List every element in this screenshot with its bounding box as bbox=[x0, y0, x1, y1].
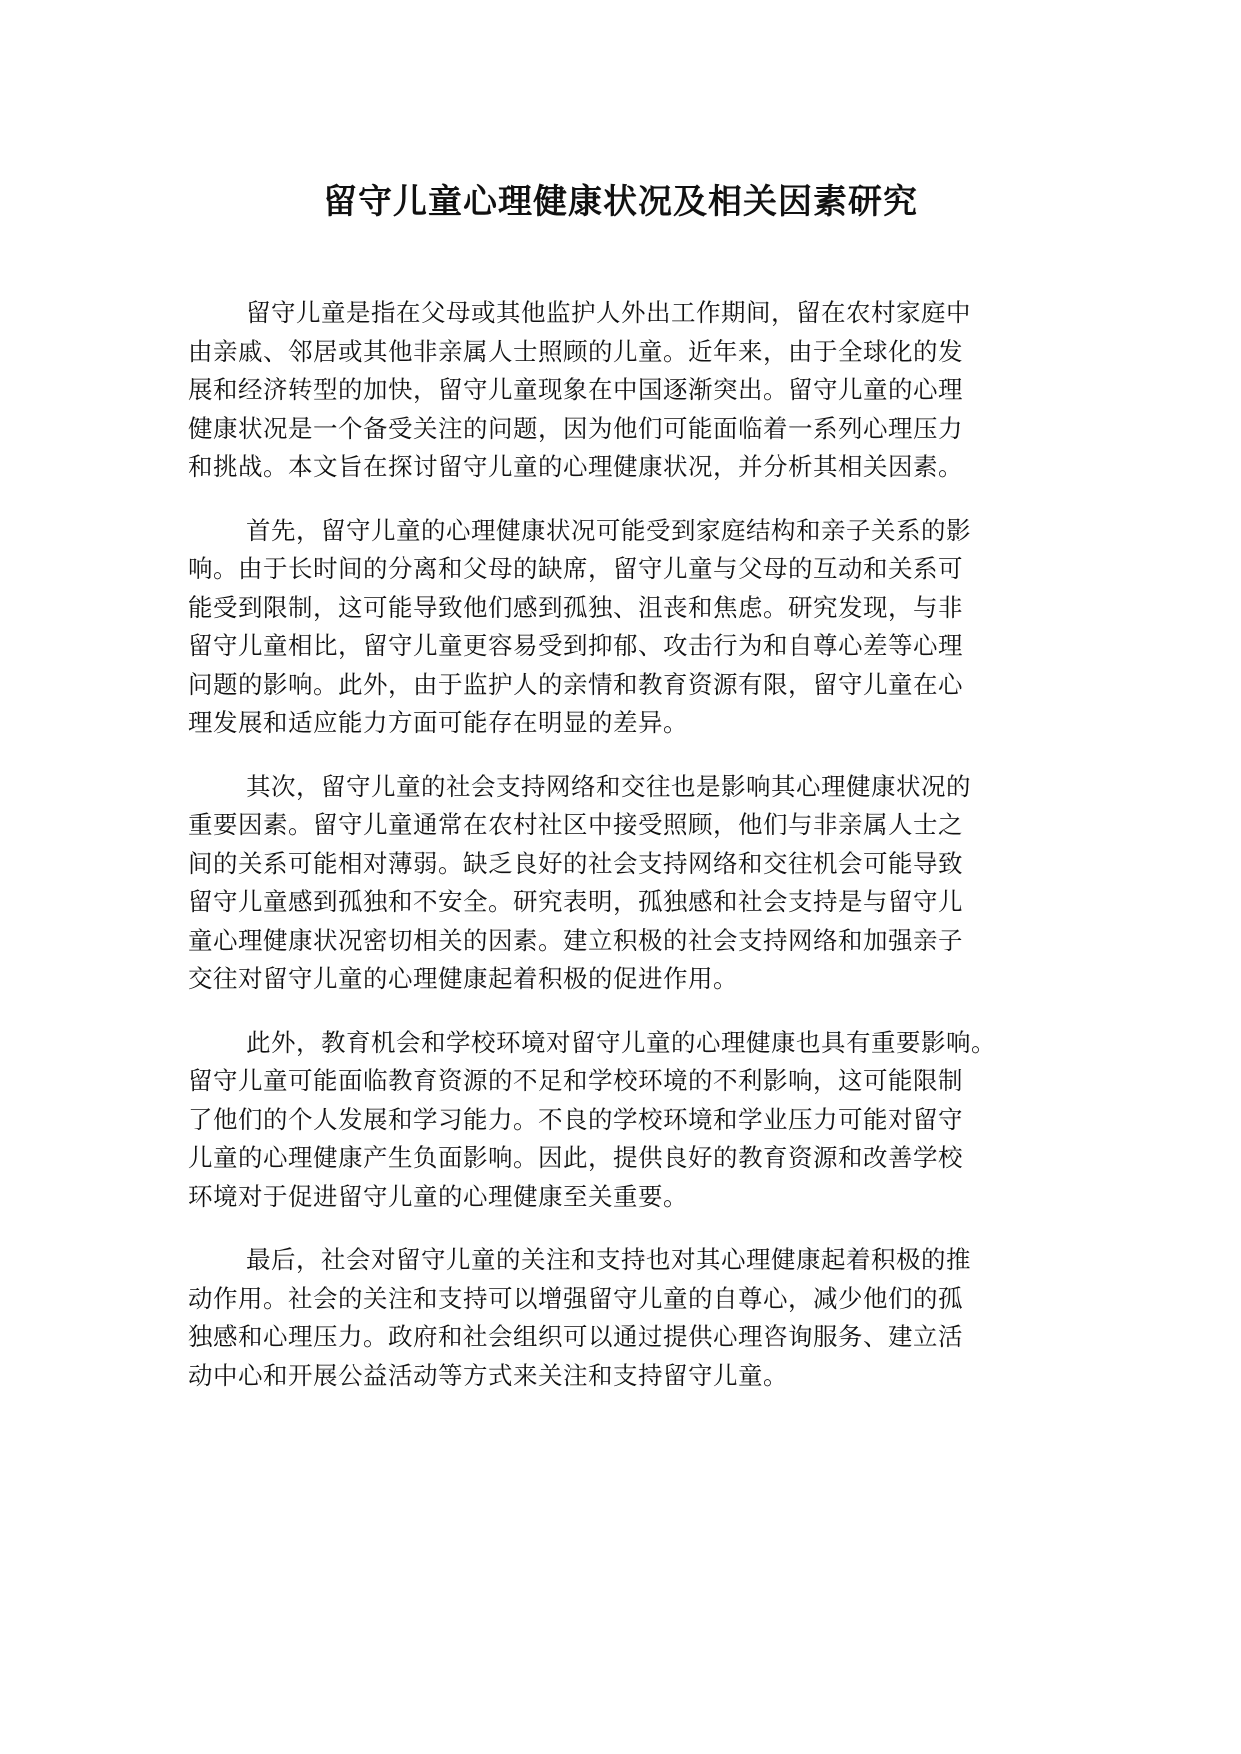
paragraph-line: 能受到限制，这可能导致他们感到孤独、沮丧和焦虑。研究发现，与非 bbox=[188, 592, 963, 622]
paragraph-line: 最后，社会对留守儿童的关注和支持也对其心理健康起着积极的推 bbox=[246, 1245, 971, 1274]
paragraph-1 bbox=[188, 294, 1046, 487]
paragraph-line: 其次，留守儿童的社会支持网络和交往也是影响其心理健康状况的 bbox=[246, 771, 971, 801]
paragraph-line: 留守儿童是指在父母或其他监护人外出工作期间，留在农村家庭中 bbox=[246, 298, 971, 327]
paragraph-line: 理发展和适应能力方面可能存在明显的差异。 bbox=[188, 708, 688, 737]
paragraph-line: 动中心和开展公益活动等方式来关注和支持留守儿童。 bbox=[188, 1360, 788, 1390]
paragraph-line: 留守儿童相比，留守儿童更容易受到抑郁、攻击行为和自尊心差等心理 bbox=[188, 631, 963, 660]
paragraph-line: 交往对留守儿童的心理健康起着积极的促进作用。 bbox=[188, 964, 738, 993]
paragraph-5 bbox=[188, 1241, 1046, 1395]
paragraph-line: 问题的影响。此外，由于监护人的亲情和教育资源有限，留守儿童在心 bbox=[188, 669, 963, 699]
paragraph-line: 了他们的个人发展和学习能力。不良的学校环境和学业压力可能对留守 bbox=[188, 1104, 963, 1134]
paragraph-3 bbox=[188, 768, 1046, 999]
paragraph-line: 重要因素。留守儿童通常在农村社区中接受照顾，他们与非亲属人士之 bbox=[188, 810, 963, 839]
paragraph-line: 由亲戚、邻居或其他非亲属人士照顾的儿童。近年来，由于全球化的发 bbox=[188, 336, 963, 366]
paragraph-line: 响。由于长时间的分离和父母的缺席，留守儿童与父母的互动和关系可 bbox=[188, 554, 963, 583]
paragraph-line: 环境对于促进留守儿童的心理健康至关重要。 bbox=[188, 1181, 688, 1211]
paragraph-4 bbox=[188, 1024, 1046, 1217]
paragraph-line: 动作用。社会的关注和支持可以增强留守儿童的自尊心，减少他们的孤 bbox=[188, 1283, 963, 1313]
paragraph-line: 儿童的心理健康产生负面影响。因此，提供良好的教育资源和改善学校 bbox=[188, 1143, 963, 1172]
paragraph-line: 和挑战。本文旨在探讨留守儿童的心理健康状况，并分析其相关因素。 bbox=[188, 452, 963, 481]
paragraph-line: 童心理健康状况密切相关的因素。建立积极的社会支持网络和加强亲子 bbox=[188, 925, 963, 955]
paragraph-2 bbox=[188, 512, 1046, 743]
paragraph-line: 留守儿童感到孤独和不安全。研究表明，孤独感和社会支持是与留守儿 bbox=[188, 887, 963, 916]
paragraph-line: 间的关系可能相对薄弱。缺乏良好的社会支持网络和交往机会可能导致 bbox=[188, 848, 963, 878]
paragraph-line: 首先，留守儿童的心理健康状况可能受到家庭结构和亲子关系的影 bbox=[246, 515, 971, 545]
paragraph-line: 留守儿童可能面临教育资源的不足和学校环境的不利影响，这可能限制 bbox=[188, 1066, 963, 1095]
document-body bbox=[188, 294, 1046, 1420]
paragraph-line: 独感和心理压力。政府和社会组织可以通过提供心理咨询服务、建立活 bbox=[188, 1322, 963, 1351]
paragraph-line: 展和经济转型的加快，留守儿童现象在中国逐渐突出。留守儿童的心理 bbox=[188, 375, 963, 404]
paragraph-line: 此外，教育机会和学校环境对留守儿童的心理健康也具有重要影响。 bbox=[246, 1027, 996, 1057]
paragraph-line: 健康状况是一个备受关注的问题，因为他们可能面临着一系列心理压力 bbox=[188, 413, 963, 443]
document-title: 留守儿童心理健康状况及相关因素研究 bbox=[323, 182, 918, 222]
